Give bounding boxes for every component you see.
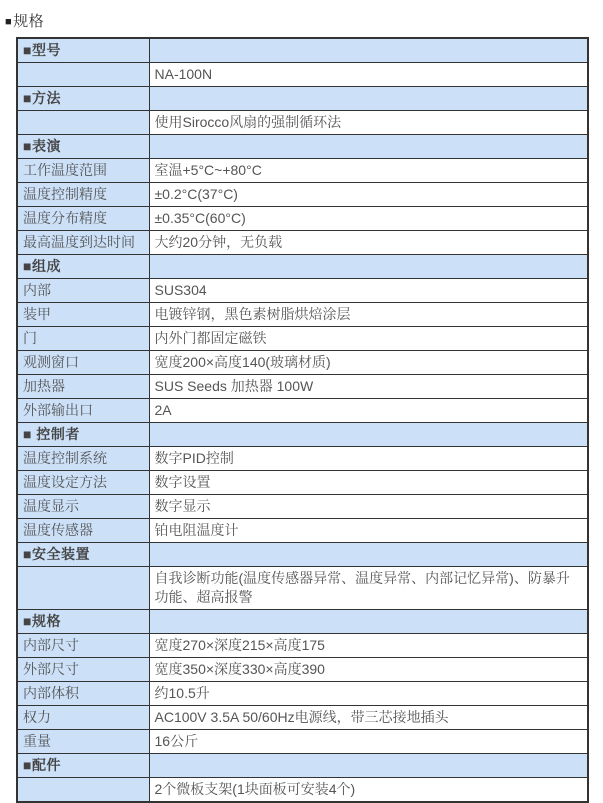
table-row (17, 471, 588, 495)
row-label: 最高温度到达时间 (17, 231, 149, 255)
table-row (17, 399, 588, 423)
section-row (17, 135, 588, 159)
section-label: ■组成 (17, 255, 149, 279)
row-label: 外部尺寸 (17, 658, 149, 682)
row-value: 16公斤 (149, 730, 588, 754)
section-row (17, 610, 588, 634)
row-label: 内部尺寸 (17, 634, 149, 658)
section-row (17, 423, 588, 447)
table-row (17, 658, 588, 682)
row-value: 内外门都固定磁铁 (149, 327, 588, 351)
section-row (17, 754, 588, 778)
row-label: 工作温度范围 (17, 159, 149, 183)
row-value (149, 255, 588, 279)
row-value (149, 135, 588, 159)
table-row (17, 111, 588, 135)
section-label: ■ 控制者 (17, 423, 149, 447)
table-row (17, 231, 588, 255)
table-row (17, 778, 588, 803)
table-row (17, 567, 588, 610)
row-label (17, 111, 149, 135)
row-label: 内部体积 (17, 682, 149, 706)
row-value: 数字设置 (149, 471, 588, 495)
table-row (17, 351, 588, 375)
section-label: ■配件 (17, 754, 149, 778)
section-label: ■型号 (17, 38, 149, 63)
row-value: 宽度200×高度140(玻璃材质) (149, 351, 588, 375)
row-label: 重量 (17, 730, 149, 754)
section-row (17, 38, 588, 63)
row-value: 使用Sirocco风扇的强制循环法 (149, 111, 588, 135)
row-label (17, 567, 149, 610)
table-row (17, 63, 588, 87)
row-value: ±0.2°C(37°C) (149, 183, 588, 207)
row-value: SUS304 (149, 279, 588, 303)
row-value (149, 423, 588, 447)
row-value: 约10.5升 (149, 682, 588, 706)
table-row (17, 682, 588, 706)
page-title-text: 规格 (13, 13, 45, 30)
row-label: 装甲 (17, 303, 149, 327)
row-label: 加热器 (17, 375, 149, 399)
table-row (17, 183, 588, 207)
row-value: 2A (149, 399, 588, 423)
table-row (17, 327, 588, 351)
bullet-square-icon: ■ (5, 16, 13, 28)
row-value: 铂电阻温度计 (149, 519, 588, 543)
row-value: 数字PID控制 (149, 447, 588, 471)
section-row (17, 87, 588, 111)
page-title (5, 10, 603, 31)
row-label: 内部 (17, 279, 149, 303)
row-label: 温度设定方法 (17, 471, 149, 495)
row-value: 大约20分钟，无负载 (149, 231, 588, 255)
section-label: ■表演 (17, 135, 149, 159)
section-label: ■方法 (17, 87, 149, 111)
table-row (17, 495, 588, 519)
row-value: 宽度270×深度215×高度175 (149, 634, 588, 658)
row-value (149, 87, 588, 111)
row-value: 自我诊断功能(温度传感器异常、温度异常、内部记忆异常)、防暴升功能、超高报警 (149, 567, 588, 610)
table-row (17, 207, 588, 231)
spec-table-body (17, 38, 588, 802)
row-value: 电镀锌钢，黑色素树脂烘焙涂层 (149, 303, 588, 327)
row-value: SUS Seeds 加热器 100W (149, 375, 588, 399)
row-label: 温度控制精度 (17, 183, 149, 207)
row-label: 温度显示 (17, 495, 149, 519)
row-value (149, 610, 588, 634)
row-value (149, 754, 588, 778)
row-value: 宽度350×深度330×高度390 (149, 658, 588, 682)
row-label: 观测窗口 (17, 351, 149, 375)
row-value: 数字显示 (149, 495, 588, 519)
section-row (17, 255, 588, 279)
section-row (17, 543, 588, 567)
row-value (149, 38, 588, 63)
table-row (17, 303, 588, 327)
row-label (17, 778, 149, 803)
row-value: ±0.35°C(60°C) (149, 207, 588, 231)
table-row (17, 375, 588, 399)
row-value (149, 543, 588, 567)
row-label (17, 63, 149, 87)
section-label: ■规格 (17, 610, 149, 634)
table-row (17, 519, 588, 543)
table-row (17, 279, 588, 303)
table-row (17, 730, 588, 754)
spec-table (16, 37, 589, 803)
row-label: 温度传感器 (17, 519, 149, 543)
table-row (17, 447, 588, 471)
table-row (17, 159, 588, 183)
table-row (17, 634, 588, 658)
row-value: 2个微板支架(1块面板可安装4个) (149, 778, 588, 803)
table-row (17, 706, 588, 730)
section-label: ■安全装置 (17, 543, 149, 567)
row-value: NA-100N (149, 63, 588, 87)
row-label: 温度分布精度 (17, 207, 149, 231)
row-value: 室温+5°C~+80°C (149, 159, 588, 183)
row-label: 温度控制系统 (17, 447, 149, 471)
row-label: 门 (17, 327, 149, 351)
row-value: AC100V 3.5A 50/60Hz电源线，带三芯接地插头 (149, 706, 588, 730)
row-label: 外部输出口 (17, 399, 149, 423)
row-label: 权力 (17, 706, 149, 730)
